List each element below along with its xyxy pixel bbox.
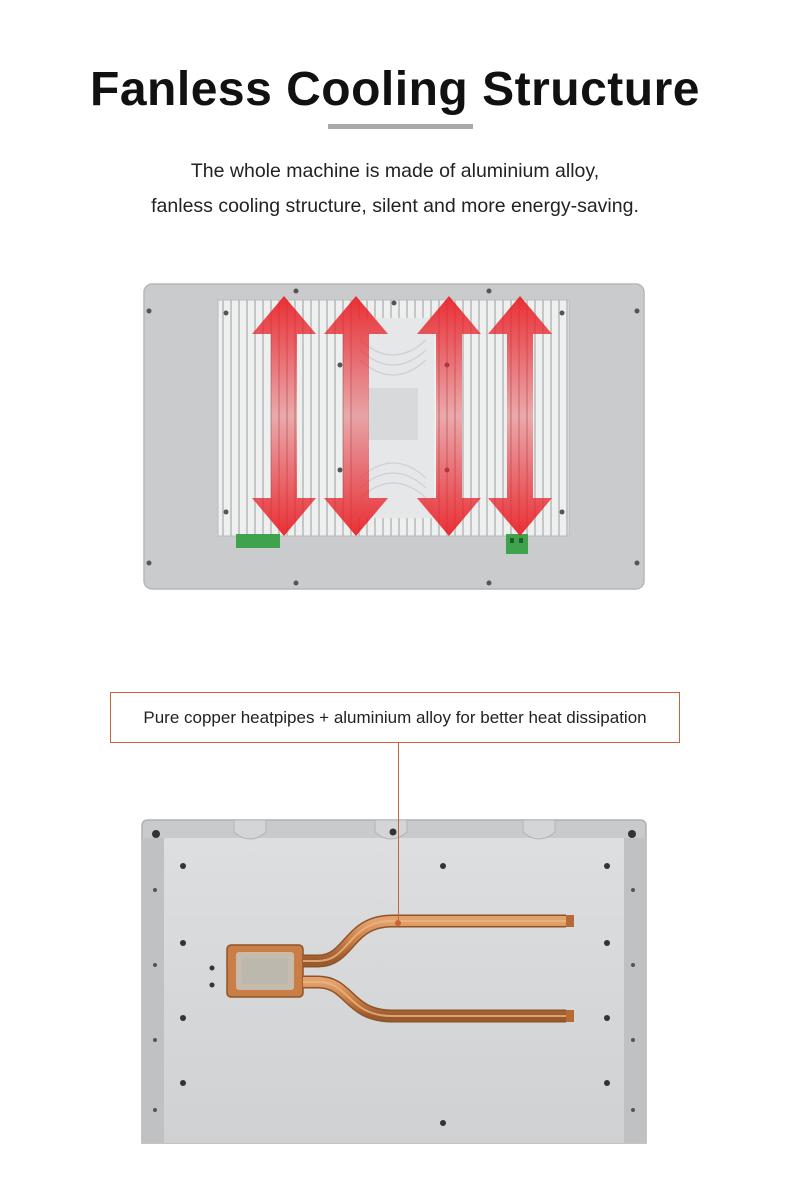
callout-leader-line [398, 743, 399, 923]
page-title: Fanless Cooling Structure [90, 63, 700, 116]
chassis-inner-view [142, 820, 646, 1143]
description-line-1: The whole machine is made of aluminium alloy, [190, 160, 600, 182]
description-line-2: fanless cooling structure, silent and more energy-saving. [151, 195, 639, 217]
heatpipe-callout: Pure copper heatpipes + aluminium alloy for better heat dissipation [110, 692, 680, 743]
panel-back-view [144, 284, 644, 589]
